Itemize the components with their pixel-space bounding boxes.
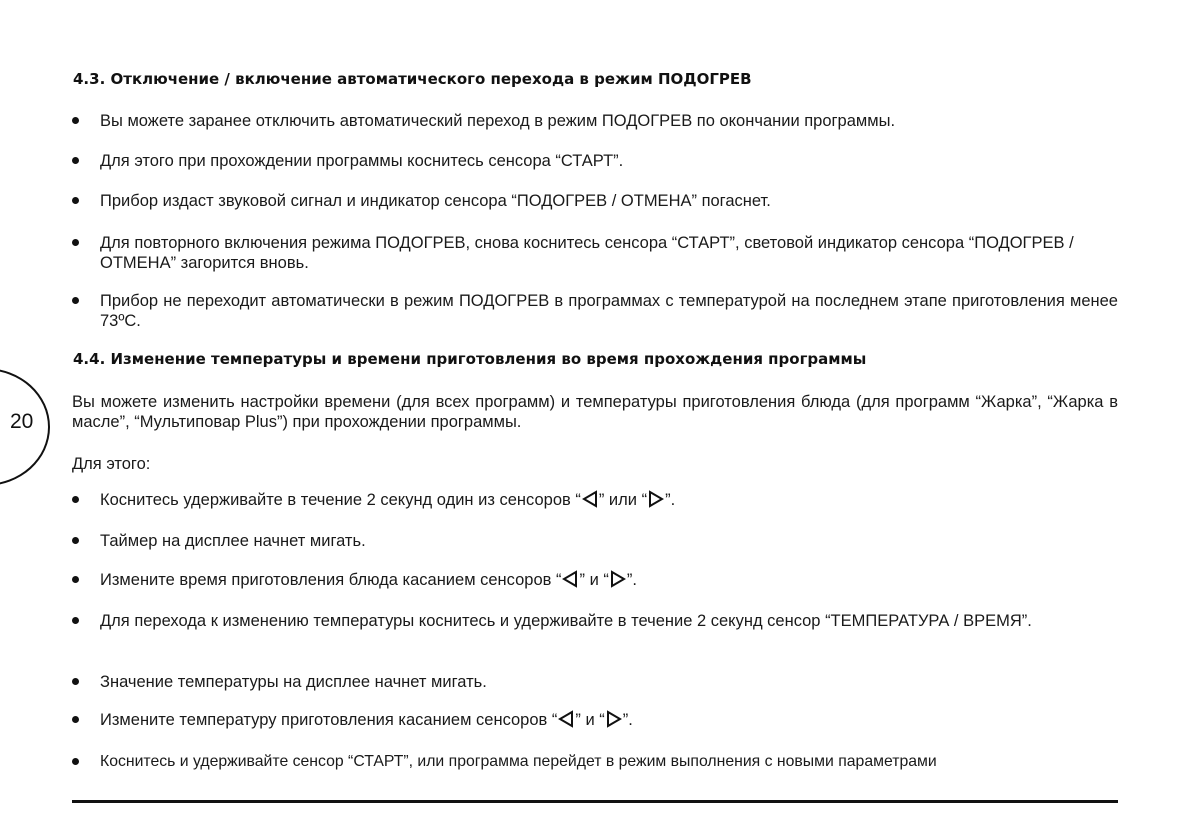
list-item <box>72 111 1118 131</box>
list-item <box>72 672 1118 692</box>
bullet-dot <box>72 716 79 723</box>
for-this-label: Для этого: <box>72 455 151 473</box>
bullet-dot <box>72 157 79 164</box>
list-item <box>72 151 1118 171</box>
triangle-left-icon <box>562 570 578 588</box>
triangle-left-icon <box>582 490 598 508</box>
list-item <box>72 490 1118 510</box>
bullet-dot <box>72 496 79 503</box>
text-segment: ” и “ <box>575 711 605 729</box>
bullet-dot <box>72 197 79 204</box>
list-item-text: Таймер на дисплее начнет мигать. <box>100 532 366 550</box>
list-item <box>72 191 1118 211</box>
list-item <box>72 752 1118 772</box>
text-segment: ”. <box>622 711 633 729</box>
text-segment: ” и “ <box>579 571 609 589</box>
bullet-dot <box>72 576 79 583</box>
bullet-dot <box>72 297 79 304</box>
list-item-text <box>100 710 1118 730</box>
text-segment: ” или “ <box>598 491 648 509</box>
list-item-text <box>100 490 1118 510</box>
text-segment: ”. <box>665 491 676 509</box>
list-item <box>72 611 1118 631</box>
list-item-text: Прибор издаст звуковой сигнал и индикатор сенсора “ПОДОГРЕВ / ОТМЕНА” погаснет. <box>100 192 771 210</box>
section-4-4-title: 4.4. Изменение температуры и времени приготовления во время прохождения программы <box>73 350 867 368</box>
list-item-text: Для повторного включения режима ПОДОГРЕВ, снова коснитесь сенсора “СТАРТ”, световой индикатор сенсора “ПОДОГРЕВ / ОТМЕНА” загорится вновь. <box>100 234 1074 272</box>
bullet-dot <box>72 239 79 246</box>
list-item-text: Прибор не переходит автоматически в режим ПОДОГРЕВ в программах с температурой на последнем этапе приготовления менее 73ºС. <box>100 292 1118 330</box>
list-item-text: Для перехода к изменению температуры коснитесь и удерживайте в течение 2 секунд сенсор “ТЕМПЕРАТУРА / ВРЕМЯ”. <box>100 612 1032 630</box>
bullet-dot <box>72 617 79 624</box>
bullet-dot <box>72 678 79 685</box>
section-4-3-title: 4.3. Отключение / включение автоматического перехода в режим ПОДОГРЕВ <box>73 70 752 88</box>
section-4-4-intro: Вы можете изменить настройки времени (для всех программ) и температуры приготовления блюда (для программ “Жарка”, “Жарка в масле”, “Мультиповар Plus”) при прохождении программы. <box>72 393 1118 431</box>
text-segment: Измените температуру приготовления касанием сенсоров “ <box>100 711 558 729</box>
list-item <box>72 570 1118 590</box>
list-item-text: Коснитесь и удерживайте сенсор “СТАРТ”, или программа перейдет в режим выполнения с новыми параметрами <box>100 753 937 770</box>
list-item <box>72 233 1118 273</box>
triangle-left-icon <box>558 710 574 728</box>
list-item-text: Для этого при прохождении программы коснитесь сенсора “СТАРТ”. <box>100 152 624 170</box>
bottom-rule <box>72 800 1118 803</box>
text-segment: ”. <box>626 571 637 589</box>
triangle-right-icon <box>610 570 626 588</box>
bullet-dot <box>72 758 79 765</box>
text-segment: Измените время приготовления блюда касанием сенсоров “ <box>100 571 562 589</box>
page-number: 20 <box>10 410 34 433</box>
list-item-text <box>100 570 1118 590</box>
text-segment: Коснитесь удерживайте в течение 2 секунд один из сенсоров “ <box>100 491 581 509</box>
list-item-text: Вы можете заранее отключить автоматический переход в режим ПОДОГРЕВ по окончании программы. <box>100 112 896 130</box>
triangle-right-icon <box>648 490 664 508</box>
bullet-dot <box>72 537 79 544</box>
list-item <box>72 531 1118 551</box>
list-item <box>72 710 1118 730</box>
triangle-right-icon <box>606 710 622 728</box>
list-item-text: Значение температуры на дисплее начнет мигать. <box>100 673 487 691</box>
list-item <box>72 291 1118 331</box>
bullet-dot <box>72 117 79 124</box>
